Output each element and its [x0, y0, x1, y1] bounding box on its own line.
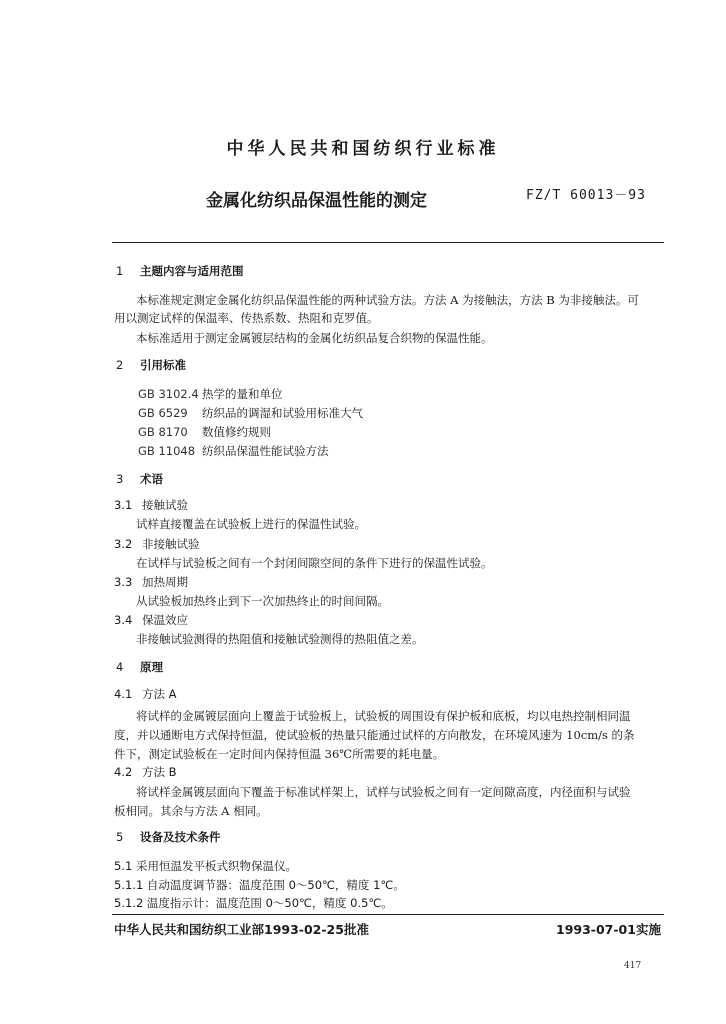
standard-code: FZ/T 60013－93	[526, 188, 646, 203]
approval-statement: 中华人民共和国纺织工业部1993-02-25批准	[114, 922, 369, 937]
reference-item: GB 11048 纺织品保温性能试验方法	[138, 444, 329, 458]
section-1-para-2: 本标准适用于测定金属镀层结构的金属化纺织品复合织物的保温性能。	[136, 331, 493, 345]
method-a-heading: 4.1 方法 A	[114, 687, 177, 701]
section-1-para-1: 本标准规定测定金属化纺织品保温性能的两种试验方法。方法 A 为接触法，方法 B 为非接触法。可	[136, 293, 639, 307]
org-title: 中华人民共和国纺织行业标准	[226, 139, 500, 159]
section-5-heading: 5 设备及技术条件	[116, 830, 221, 844]
method-a-text: 件下，测定试验板在一定时间内保持恒温 36℃所需要的耗电量。	[114, 747, 445, 761]
equipment-item: 5.1.1 自动温度调节器：温度范围 0～50℃，精度 1℃。	[114, 878, 405, 892]
method-b-text: 板相同。其余与方法 A 相同。	[114, 804, 268, 818]
reference-item: GB 8170 数值修约规则	[138, 425, 271, 439]
equipment-item: 5.1 采用恒温发平板式织物保温仪。	[114, 859, 297, 873]
section-3-heading: 3 术语	[116, 472, 163, 486]
section-2-heading: 2 引用标准	[116, 358, 186, 372]
term-definition: 在试样与试验板之间有一个封闭间隙空间的条件下进行的保温性试验。	[136, 556, 493, 570]
term-heading: 3.3 加热周期	[114, 575, 188, 589]
term-definition: 非接触试验测得的热阻值和接触试验测得的热阻值之差。	[136, 632, 424, 646]
equipment-item: 5.1.2 温度指示计：温度范围 0～50℃，精度 0.5℃。	[114, 896, 393, 910]
reference-item: GB 3102.4 热学的量和单位	[138, 387, 283, 401]
footer-rule	[112, 914, 664, 915]
method-b-text: 将试样金属镀层面向下覆盖于标准试样架上，试样与试验板之间有一定间隙高度，内径面积与试验	[136, 785, 631, 799]
section-1-para-1-cont: 用以测定试样的保温率、传热系数、热阻和克罗值。	[114, 311, 379, 325]
term-heading: 3.2 非接触试验	[114, 537, 200, 551]
section-1-heading: 1 主题内容与适用范围	[116, 264, 244, 278]
reference-item: GB 6529 纺织品的调湿和试验用标准大气	[138, 406, 363, 420]
term-definition: 试样直接覆盖在试验板上进行的保温性试验。	[136, 517, 366, 531]
document-title: 金属化纺织品保温性能的测定	[206, 191, 427, 211]
method-a-text: 将试样的金属镀层面向上覆盖于试验板上，试验板的周围设有保护板和底板，均以电热控制相同温	[136, 709, 631, 723]
implementation-date: 1993-07-01实施	[556, 922, 661, 937]
term-heading: 3.1 接触试验	[114, 498, 188, 512]
method-b-heading: 4.2 方法 B	[114, 765, 177, 779]
term-definition: 从试验板加热终止到下一次加热终止的时间间隔。	[136, 594, 389, 608]
header-rule	[112, 242, 664, 243]
page-number: 417	[624, 961, 642, 971]
section-4-heading: 4 原理	[116, 660, 163, 674]
method-a-text: 度，并以通断电方式保持恒温，使试验板的热量只能通过试样的方向散发，在环境风速为 10cm/s 的条	[114, 728, 635, 742]
term-heading: 3.4 保温效应	[114, 613, 188, 627]
